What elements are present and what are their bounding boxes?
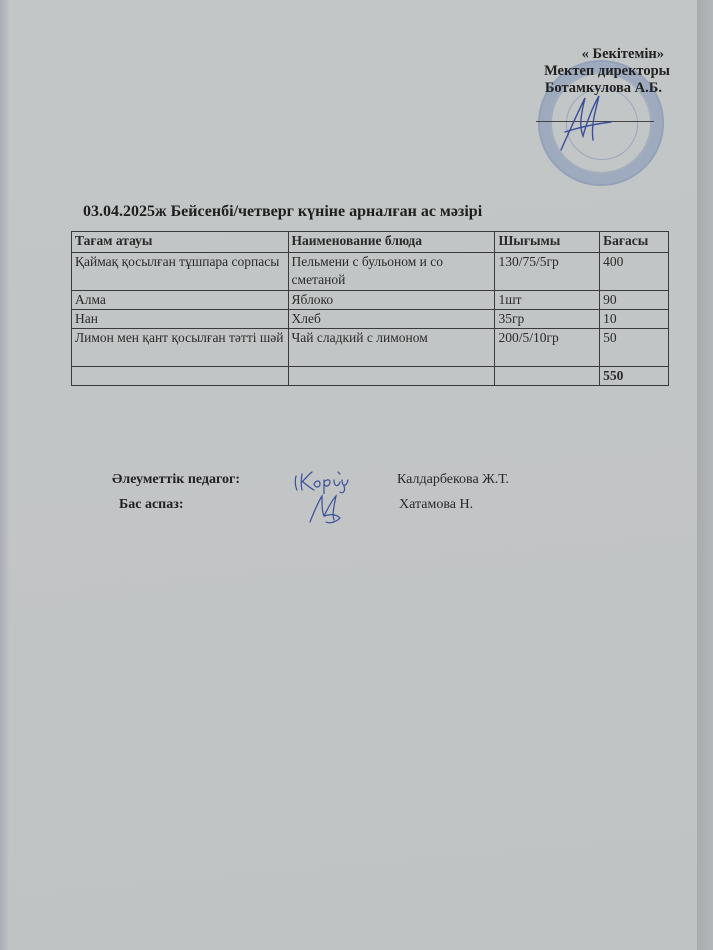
header-dish-kz: Тағам атауы [72, 232, 289, 253]
background-edge-right [697, 0, 713, 950]
cell-empty [288, 367, 495, 386]
table-row [72, 253, 669, 291]
header-dish-ru: Наименование блюда [288, 232, 495, 253]
cell-portion: 1шт [495, 291, 600, 310]
signature-name-social-pedagogue: Калдарбекова Ж.Т. [397, 472, 509, 487]
cell-empty [495, 367, 600, 386]
cell-price: 90 [600, 291, 669, 310]
signature-name-head-cook: Хатамова Н. [399, 497, 474, 512]
menu-table [71, 231, 669, 386]
cell-empty [72, 367, 289, 386]
cell-portion: 35гр [495, 310, 600, 329]
table-row [72, 310, 669, 329]
header-portion: Шығымы [495, 232, 600, 253]
cell-dish-kz: Алма [72, 291, 289, 310]
table-total-row [72, 367, 669, 386]
director-signature-icon [555, 92, 615, 154]
cell-price: 10 [600, 310, 669, 329]
approval-block [500, 46, 670, 97]
cell-dish-ru: Пельмени с бульоном и со сметаной [288, 253, 495, 291]
table-header-row [72, 232, 669, 253]
social-pedagogue-signature-icon [292, 466, 356, 494]
header-price: Бағасы [600, 232, 669, 253]
signature-role-head-cook: Бас аспаз: [119, 497, 184, 512]
approval-position: Мектеп директоры [544, 63, 670, 79]
table-row [72, 329, 669, 367]
cell-portion: 130/75/5гр [495, 253, 600, 291]
cell-dish-ru: Хлеб [288, 310, 495, 329]
head-cook-signature-icon [306, 492, 346, 526]
cell-dish-kz: Нан [72, 310, 289, 329]
approval-director-name: Ботамкулова А.Б. [544, 80, 662, 96]
cell-portion: 200/5/10гр [495, 329, 600, 367]
background-edge-left [0, 0, 9, 950]
cell-dish-ru: Яблоко [288, 291, 495, 310]
cell-dish-kz: Қаймақ қосылған тұшпара сорпасы [72, 253, 289, 291]
cell-price: 400 [600, 253, 669, 291]
cell-price: 50 [600, 329, 669, 367]
table-row [72, 291, 669, 310]
menu-title: 03.04.2025ж Бейсенбі/четверг күніне арналған ас мәзірі [83, 203, 483, 220]
cell-total-price: 550 [600, 367, 669, 386]
cell-dish-kz: Лимон мен қант қосылған тәтті шәй [72, 329, 289, 367]
signature-role-social-pedagogue: Әлеуметтік педагог: [112, 472, 241, 487]
approval-heading: « Бекітемін» [581, 46, 664, 62]
cell-dish-ru: Чай сладкий с лимоном [288, 329, 495, 367]
